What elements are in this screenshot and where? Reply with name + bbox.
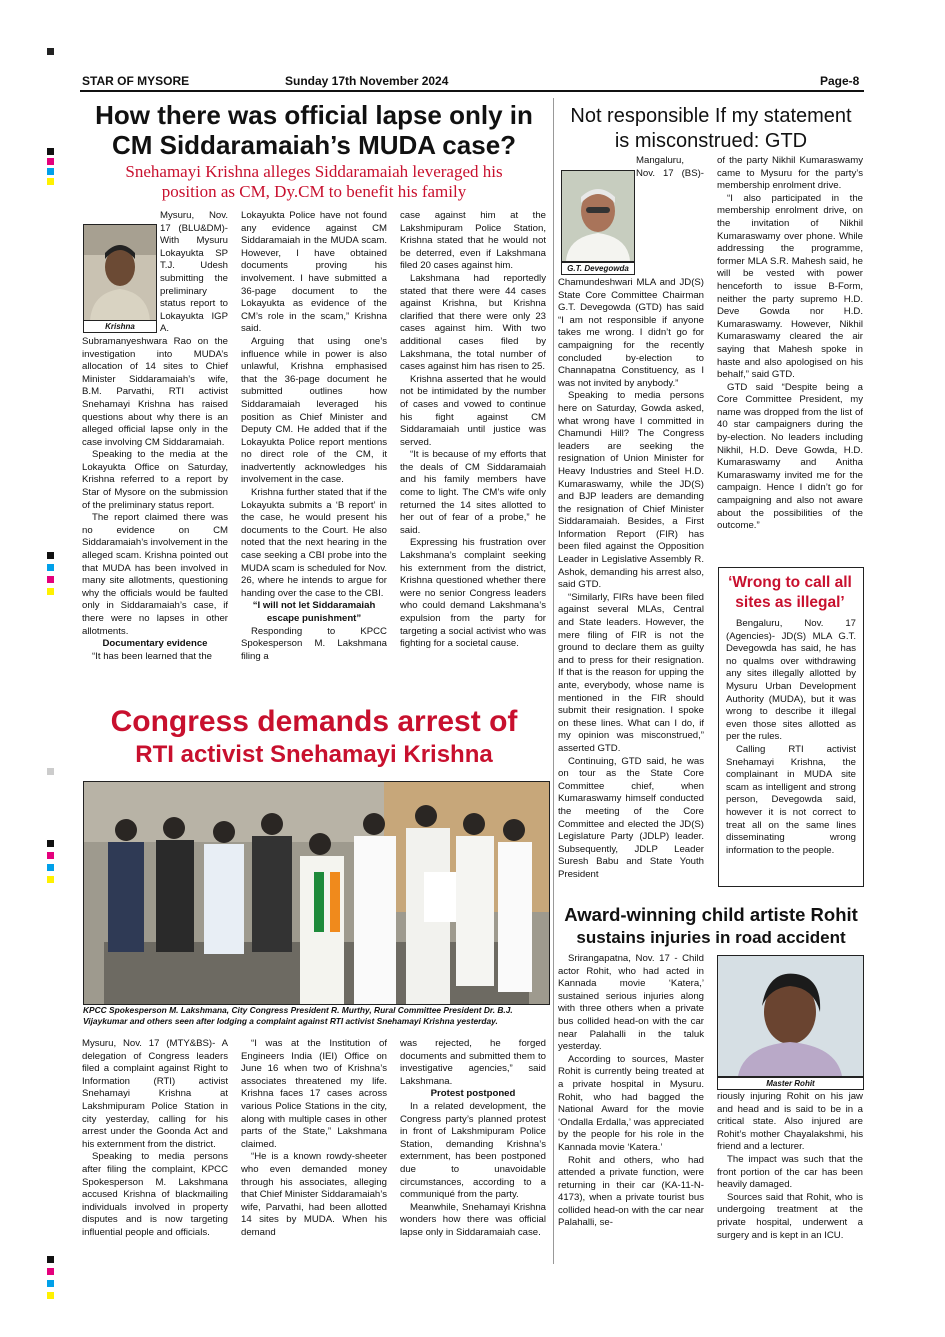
story3-headline xyxy=(80,704,548,770)
story1-headline-line2: CM Siddaramaiah’s MUDA case? xyxy=(111,130,517,160)
story1-para: Krishna further stated that if the Lokayukta submits a ‘B report’ in the case, he would present his documents to the Court. He also noted that the next hearing in the case seeking a CBI probe into the MUDA scam is scheduled for Nov. 26, where he intends to argue for handing over the case to the CBI. xyxy=(241,487,387,599)
masthead-paper: STAR OF MYSORE xyxy=(82,74,190,88)
story3-para: In a related development, the Congress party’s planned protest in front of Lakshmipuram Police Station, demanding Krishna’s externment, has been postponed due to unavoidable circumstances, according to a communiqué from the party. xyxy=(400,1100,546,1201)
story4-para: riously injuring Rohit on his jaw and head and is said to be in a critical state. Also injured are Rohit’s mother Chayalakshmi, his friend and a lecturer. xyxy=(717,1091,863,1153)
box-body xyxy=(726,618,856,883)
story4-para: Srirangapatna, Nov. 17 - Child actor Rohit, who had acted in Kannada movie ‘Katera,’ sustained serious injuries along with three others when a private bus collided head-on with the car near Palahalli in the taluk yesterday. xyxy=(558,953,704,1053)
story2-para: “I also participated in the membership enrolment drive, on the invitation of Nikhil Kumaraswamy over phone. While addressing the programme, former MLA S.R. Mahesh said, he will be vested with power henceforth to issue B-Form, neither the party supremo H.D. Deve Gowda nor H.D. Kumaraswamy. However, Nikhil Kumaraswamy cleared the air saying that Mahesh spoke in haste and also apologised on his behalf,” said GTD. xyxy=(717,192,863,381)
column-divider xyxy=(553,98,554,1264)
story2-para: Mangaluru, Nov. 17 (BS)- Chamundeshwari MLA and JD(S) State Core Committee Chairman G.T. Devegowda (GTD) has said “I am not responsible if anyone takes me wrong. I didn’t go for campaigning for the recently concluded by-election to Channapatna Constituency, as I was not invited by anybody.” xyxy=(558,155,704,389)
story1-headline xyxy=(80,100,548,160)
story2-column-1 xyxy=(558,155,704,895)
story2-para: Continuing, GTD said, he was on tour as the State Core Committee chief, when Kumaraswamy himself conducted the meeting of the Core Committee and elected the JD(S) Legislature Party (JDLP) leader. Subsequently, JDLP Leader Suresh Babu and State Youth President xyxy=(558,755,704,880)
story4-column-1 xyxy=(558,953,704,1264)
story2-column-2 xyxy=(717,155,863,563)
reg-mark xyxy=(47,864,54,871)
story2-para: of the party Nikhil Kumaraswamy came to Mysuru for the party’s membership enrolment drive. xyxy=(717,155,863,192)
box-headline-line2: sites as illegal’ xyxy=(735,594,845,611)
masthead-date: Sunday 17th November 2024 xyxy=(285,74,449,88)
reg-mark xyxy=(47,1292,54,1299)
story1-para: Speaking to the media at the Lokayukta Office on Saturday, Krishna referred to a report by Star of Mysore on the submission of the preliminary status report. xyxy=(82,449,228,511)
reg-mark xyxy=(47,840,54,847)
story3-column-1 xyxy=(82,1038,228,1264)
story1-para: Arguing that using one’s influence while in power is also unlawful, Krishna emphasised that the 36-page document he submitted outlines how Siddaramaiah leveraged his position as Chief Minister and Deputy CM. He added that if the Lokayukta Police report mentions no direct role of the CM, it inadvertently acknowledges his involvement in the case. xyxy=(241,335,387,486)
box-headline xyxy=(720,573,860,613)
rohit-photo xyxy=(717,955,864,1077)
reg-mark xyxy=(47,178,54,185)
story4-headline-line2: sustains injuries in road accident xyxy=(576,928,846,947)
story3-subhead: Protest postponed xyxy=(430,1088,516,1100)
story4-headline-line1: Award-winning child artiste Rohit xyxy=(564,904,858,925)
krishna-caption: Krishna xyxy=(83,320,157,333)
masthead-rule xyxy=(80,90,864,92)
congress-delegation-image xyxy=(84,782,549,1004)
story3-column-2 xyxy=(241,1038,387,1264)
story4-headline xyxy=(556,903,866,949)
story1-para: Responding to KPCC Spokesperson M. Lakshmana filing a xyxy=(241,625,387,662)
reg-mark xyxy=(47,48,54,55)
devegowda-caption: G.T. Devegowda xyxy=(561,262,635,275)
box-para: Bengaluru, Nov. 17 (Agencies)- JD(S) MLA G.T. Devegowda has said, he has no qualms over withdrawing any sites illegally allotted by Mysuru Urban Development Authority (MUDA), but it was wrong to describe it illegal even those sites allotted as per the rules. xyxy=(726,618,856,743)
story3-para: “I was at the Institution of Engineers India (IEI) Office on June 16 when two of Krishna’s associates threatened my life. Krishna faces 17 cases across various Police Stations in the city, along with multiple cases in other parts of the State,” Lakshmana claimed. xyxy=(241,1038,387,1150)
reg-mark xyxy=(47,158,54,165)
congress-photo-caption: KPCC Spokesperson M. Lakshmana, City Congress President R. Murthy, Rural Committee President Dr. B.J. Vijaykumar and others seen after lodging a complaint against RTI activist Snehamayi Krishna yesterday. xyxy=(83,1005,513,1026)
reg-mark xyxy=(47,168,54,175)
rohit-portrait-image xyxy=(718,956,863,1076)
reg-mark xyxy=(47,148,54,155)
story1-para: Expressing his frustration over Lakshmana’s complaint seeking his externment from the district, Krishna questioned whether there were no senior Congress leaders who could demand Lakshmana’s expulsion from the party for targeting a social activist who was fighting for a societal cause. xyxy=(400,537,546,650)
story1-para: case against him at the Lakshmipuram Police Station, Krishna stated that he would not be deterred, even if Lakshmana filed 20 cases against him. xyxy=(400,210,546,272)
story1-column-2 xyxy=(241,210,387,700)
reg-mark xyxy=(47,1268,54,1275)
story1-para: Mysuru, Nov. 17 (BLU&DM)- With Mysuru Lokayukta SP T.J. Udesh submitting the preliminary status report to Lokayukta IGP A. Subramanyeshwara Rao on the investigation into MUDA’s allocation of 14 sites to Chief Minister Siddaramaiah’s wife, B.M. Parvathi, RTI activist Snehamayi Krishna has raised questions about why there is an alleged official lapse only in the case involving CM Siddaramaiah. xyxy=(82,210,228,448)
story2-headline-line2: is misconstrued: GTD xyxy=(614,130,808,152)
reg-mark xyxy=(47,768,54,775)
congress-delegation-photo xyxy=(83,781,550,1005)
story2-para: GTD said “Despite being a Core Committee President, my name was dropped from the list of 40 star campaigners during the by-election. No leaders including Nikhil, H.D. Deve Gowda, H.D. Kumaraswamy and Anitha Kumaraswamy invited me for the campaign. Hence I didn’t go for campaigning and also not aware about the possibilities of the outcome.” xyxy=(717,381,863,532)
reg-mark xyxy=(47,1256,54,1263)
story1-sub-line2: position as CM, Dy.CM to benefit his family xyxy=(161,182,467,201)
story2-headline-line1: Not responsible If my statement xyxy=(570,105,852,127)
masthead-page: Page-8 xyxy=(820,74,860,88)
story1-para: The report claimed there was no evidence on CM Siddaramaiah’s involvement in the alleged scam. Krishna pointed out that MUDA has been involved in many site allotments, questioning why the officials would be faulted only in Siddaramaiah’s case, if there were no lapses in other allotments. xyxy=(82,512,228,637)
story3-headline-line1: Congress demands arrest of xyxy=(110,705,518,738)
rohit-caption: Master Rohit xyxy=(717,1077,864,1090)
reg-mark xyxy=(47,876,54,883)
story1-column-1 xyxy=(82,210,228,700)
story4-para: According to sources, Master Rohit is currently being treated at a private hospital in Mysuru. Rohit, who had bagged the National Award for the movie ‘Ondalla Erdalla,’ was appreciated by the people for his role in the Kannada movie ‘Katera.’ xyxy=(558,1053,704,1153)
story4-para: Rohit and others, who had attended a private function, were returning in their car (KA-11-N-4173), when a private tourist bus collided head-on with the car near Palahalli, se- xyxy=(558,1154,704,1229)
story4-para: The impact was such that the front portion of the car has been heavily damaged. xyxy=(717,1153,863,1191)
reg-mark xyxy=(47,552,54,559)
story3-para: Speaking to media persons after filing the complaint, KPCC Spokesperson M. Lakshmana accused Krishna of blackmailing individuals involved in property disputes and is now targeting influential people and officials. xyxy=(82,1151,228,1238)
story1-para: “It is because of my efforts that the deals of CM Siddaramaiah and his family members have come to light. The CM’s wife only returned the 14 sites allotted to her out of fear of a probe,” he said. xyxy=(400,449,546,536)
reg-mark xyxy=(47,1280,54,1287)
reg-mark xyxy=(47,564,54,571)
story4-column-2 xyxy=(717,1091,863,1264)
story3-para: Mysuru, Nov. 17 (MTY&BS)- A delegation of Congress leaders filed a complaint against Right to Information (RTI) activist Snehamayi Krishna at Lakshmipuram Police Station in city yesterday, calling for his arrest under the Goonda Act and his externment from the district. xyxy=(82,1038,228,1150)
reg-mark xyxy=(47,576,54,583)
story1-sub-line1: Snehamayi Krishna alleges Siddaramaiah leveraged his xyxy=(125,162,503,181)
story3-para: Meanwhile, Snehamayi Krishna wonders how there was official lapse only in Siddaramaiah case. xyxy=(400,1201,546,1238)
story2-headline xyxy=(556,104,866,154)
story1-subhead: “I will not let Siddaramaiah escape punishment” xyxy=(252,600,376,624)
reg-mark xyxy=(47,588,54,595)
story1-subhead: Documentary evidence xyxy=(102,638,208,650)
story3-column-3 xyxy=(400,1038,546,1264)
story4-para: Sources said that Rohit, who is undergoing treatment at the private hospital, underwent a surgery and is kept in an ICU. xyxy=(717,1191,863,1241)
story1-column-3 xyxy=(400,210,546,700)
box-para: Calling RTI activist Snehamayi Krishna, the complainant in MUDA site scam as intelligent and strong person, Devegowda said, however it is not correct to treat all on the same lines disseminating wrong information to the people. xyxy=(726,743,856,856)
box-headline-line1: ‘Wrong to call all xyxy=(728,574,852,591)
story2-para: “Similarly, FIRs have been filed against several MLAs, Central and State leaders. However, the mere filing of FIR is not the ground to declare them as guilty and to press for their resignation. If that is the reason for upping the ante, everybody, whose name is mentioned in the FIR should submit their resignation. I spoke on these lines. What can I do, if my opinion was misconstrued,” asserted GTD. xyxy=(558,591,704,754)
story1-subheadline xyxy=(80,162,548,202)
story1-para: Lokayukta Police have not found any evidence against CM Siddaramaiah in the MUDA scam. However, I have obtained documents proving his involvement. I have submitted a 36-page document to the Lokayukta as evidence of the CM’s role in the scam,” Krishna said. xyxy=(241,210,387,335)
story3-headline-line2: RTI activist Snehamayi Krishna xyxy=(135,741,493,768)
story1-para: Krishna asserted that he would not be intimidated by the number of cases and vowed to continue his fight against CM Siddaramaiah until justice was served. xyxy=(400,373,546,448)
story3-para: was rejected, he forged documents and submitted them to investigative agencies,” said Lakshmana. xyxy=(400,1038,546,1087)
story1-para: Lakshmana had reportedly stated that there were 44 cases against Krishna, but Krishna clarified that there were only 23 cases against him. With two additional cases filed by Lakshmana, the total number of cases against him has risen to 25. xyxy=(400,272,546,373)
story1-para: “It has been learned that the xyxy=(92,650,213,662)
story1-headline-line1: How there was official lapse only in xyxy=(95,100,533,130)
reg-mark xyxy=(47,852,54,859)
story2-para: Speaking to media persons here on Saturday, Gowda asked, what wrong have I committed in Chamundi Hill? The Congress leaders are seeking the resignation of Union Minister for Heavy Industries and Steel H.D. Kumaraswamy, while the JD(S) and BJP leaders are demanding the resignation of Chief Minister Siddaramaiah. Besides, a First Information Report (FIR) has been filed against the Opposition Leader in Legislative Assembly R. Ashok, demanding his arrest also, said GTD. xyxy=(558,390,704,591)
story3-para: “He is a known rowdy-sheeter who even demanded money through his associates, alleging that Chief Minister Siddaramaiah’s wife, Parvathi, had been allotted 14 sites by MUDA. When his demand xyxy=(241,1151,387,1238)
